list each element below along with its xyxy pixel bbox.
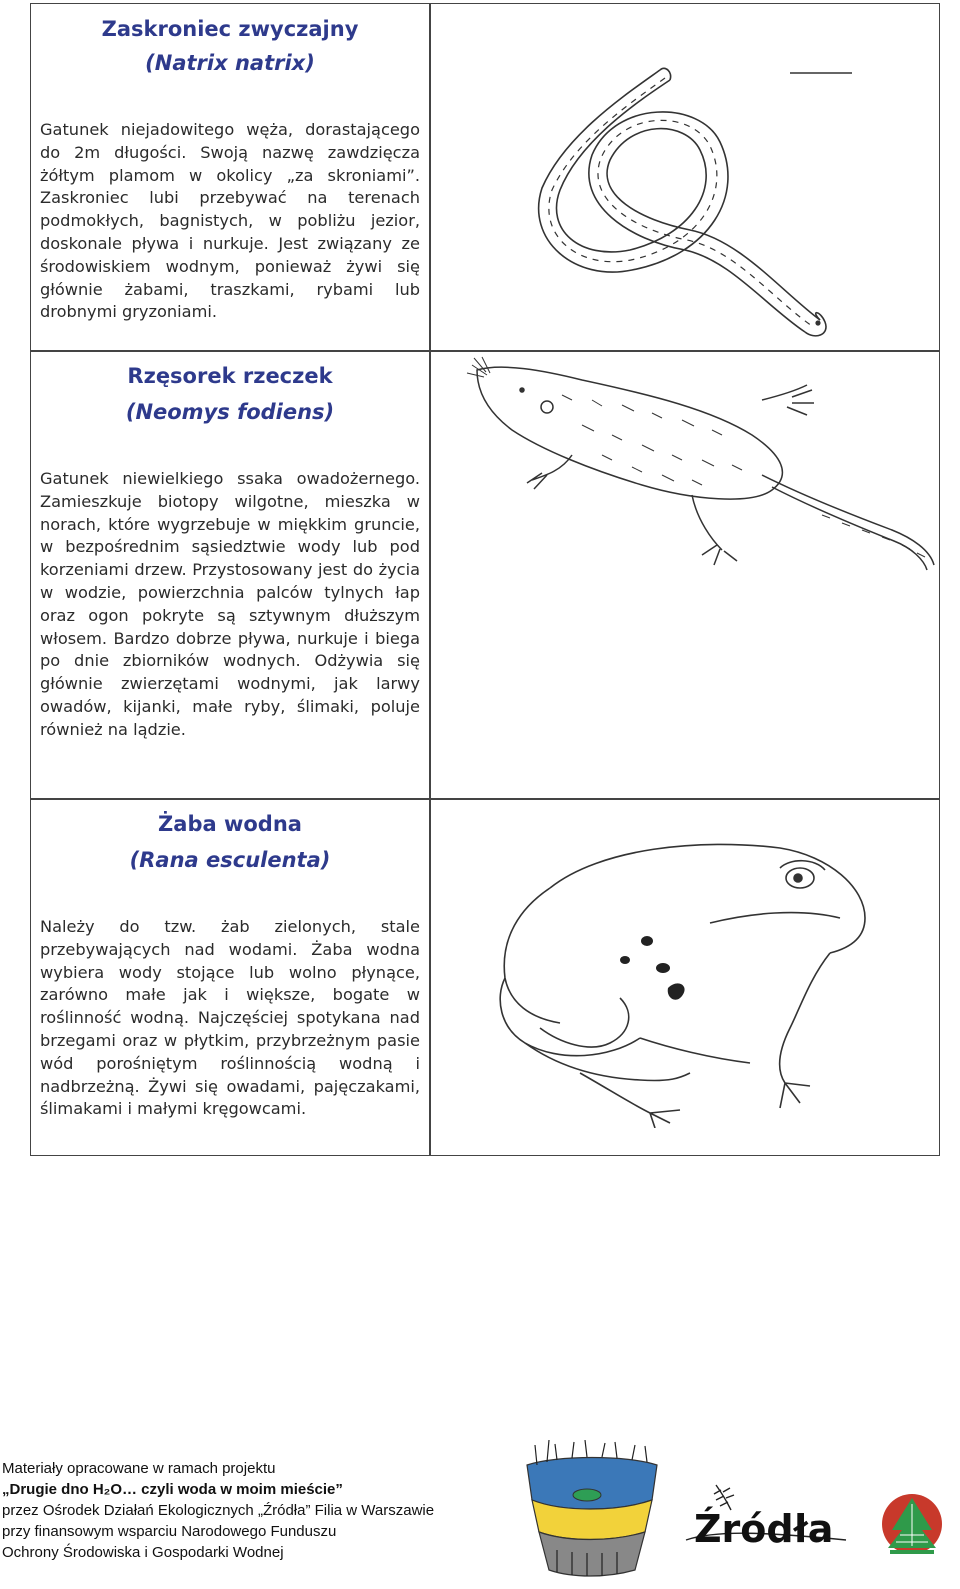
snake-illustration <box>520 60 860 340</box>
section-latin-name: (Rana esculenta) <box>129 848 331 872</box>
section-latin-name: (Neomys fodiens) <box>125 400 335 424</box>
zrodla-logo <box>676 1480 856 1560</box>
section-description: Gatunek niejadowitego węża, dorastającego do 2m długości. Swoją nazwę zawdzięcza żółtym plamom w okolicy „za skroniami”. Zaskroniec lubi przebywać na terenach podmokłych, bagnistych, w pobliżu jezior, doskonale pływa i nurkuje. Jest związany ze środowiskiem wodnym, ponieważ żywi się głównie żabami, traszkami, rybami lub drobnymi gryzoniami. <box>40 120 420 322</box>
water-shrew-illustration <box>462 355 940 585</box>
footer-credits <box>2 1458 434 1563</box>
column-divider <box>429 3 431 1156</box>
footer-line: Materiały opracowane w ramach projektu <box>2 1460 276 1477</box>
zrodla-logo-text: Źródła <box>694 1507 834 1551</box>
footer-line: Ochrony Środowiska i Gospodarki Wodnej <box>2 1544 284 1561</box>
row-divider-1 <box>30 350 940 352</box>
frog-illustration <box>480 828 880 1128</box>
section-edible-frog <box>40 807 420 1121</box>
section-title: Rzęsorek rzeczek <box>127 364 333 388</box>
footer-line: przez Ośrodek Działań Ekologicznych „Źródła” Filia w Warszawie <box>2 1502 435 1519</box>
section-latin-name: (Natrix natrix) <box>145 51 315 75</box>
section-title: Zaskroniec zwyczajny <box>101 17 359 41</box>
footer-project-name: „Drugie dno H₂O… czyli woda w moim mieście” <box>2 1481 343 1498</box>
section-description: Należy do tzw. żab zielonych, stale przebywających nad wodami. Żaba wodna wybiera wody stojące lub wolno płynące, zarówno małe jak i większe, bogate w roślinność wodną. Najczęściej spotykana nad brzegami oraz w płytkim, przybrzeżnym pasie wód porośniętym roślinnością wodną i nadbrzeżną. Żywi się owadami, pajęczakami, ślimakami i małymi kręgowcami. <box>40 917 420 1119</box>
section-water-shrew <box>40 359 420 742</box>
row-divider-2 <box>30 798 940 800</box>
project-logo <box>517 1440 667 1580</box>
section-grass-snake <box>40 12 420 324</box>
footer-line: przy finansowym wsparciu Narodowego Funduszu <box>2 1523 337 1540</box>
section-description: Gatunek niewielkiego ssaka owadożernego. Zamieszkuje biotopy wilgotne, mieszka w norach, które wygrzebuje w miękkim gruncie, w bezpośrednim sąsiedztwie wody lub pod korzeniami drzew. Przystosowany jest do życia w wodzie, powierzchnia palców tylnych łap oraz ogon pokryte są sztywnym dłuższym włosem. Bardzo dobrze pływa, nurkuje i biega po dnie zbiorników wodnych. Odżywia się głównie zwierzętami wodnymi, jak larwy owadów, kijanki, małe ryby, ślimaki, poluje również na lądzie. <box>40 469 420 739</box>
nfosigw-logo <box>880 1490 948 1562</box>
section-title: Żaba wodna <box>158 812 302 836</box>
